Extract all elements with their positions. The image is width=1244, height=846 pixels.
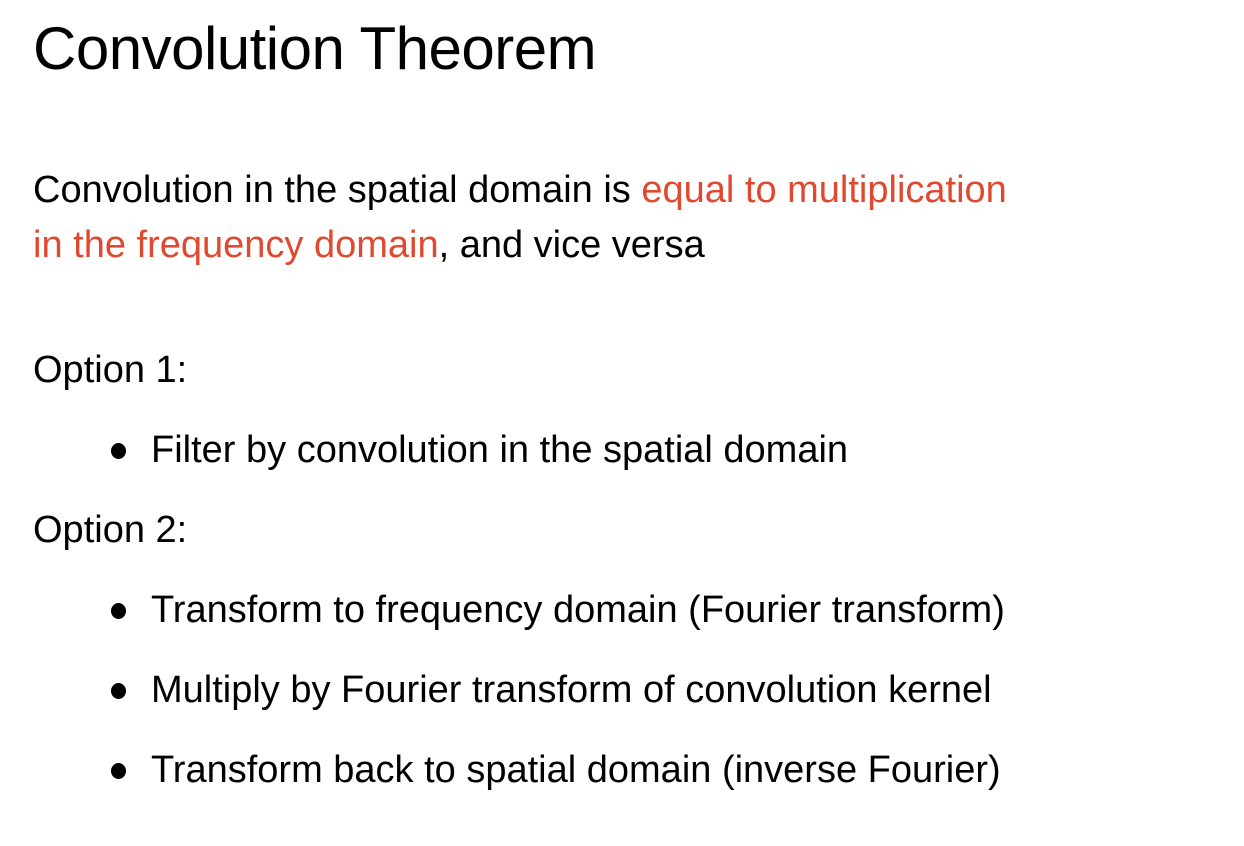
intro-text-red-1: equal to multiplication	[641, 169, 1007, 211]
bullet-icon	[111, 763, 126, 779]
intro-text-red-2: in the frequency domain	[33, 224, 439, 266]
list-item	[33, 590, 1220, 630]
list-item-text: Multiply by Fourier transform of convolution kernel	[151, 669, 992, 711]
bullet-icon	[111, 443, 126, 459]
intro-text-black-1: Convolution in the spatial domain is	[33, 169, 642, 211]
list-item-text: Filter by convolution in the spatial domain	[151, 429, 849, 471]
list-item	[33, 430, 1220, 470]
option-1-heading: Option 1:	[33, 349, 188, 391]
list-item-text: Transform to frequency domain (Fourier transform)	[151, 589, 1005, 631]
slide-title: Convolution Theorem	[33, 15, 597, 82]
bullet-icon	[111, 683, 126, 699]
list-item-text: Transform back to spatial domain (inverse Fourier)	[151, 749, 1001, 791]
intro-paragraph	[33, 163, 1220, 273]
bullet-icon	[111, 603, 126, 619]
list-item	[33, 670, 1220, 710]
list-item	[33, 750, 1220, 790]
option-2-heading: Option 2:	[33, 509, 188, 551]
intro-text-black-2: , and vice versa	[438, 224, 705, 266]
